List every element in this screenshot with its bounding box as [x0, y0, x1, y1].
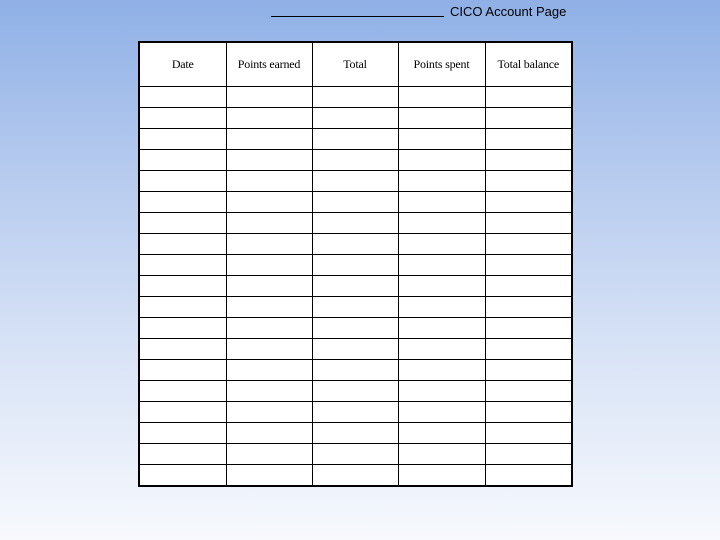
cell-date: [139, 339, 226, 360]
cell-date: [139, 444, 226, 465]
cell-points-earned: [226, 213, 312, 234]
cell-total: [312, 297, 398, 318]
cell-total: [312, 87, 398, 108]
cell-points-spent: [398, 465, 485, 487]
cell-total-balance: [485, 171, 572, 192]
cell-points-spent: [398, 318, 485, 339]
table-row: [139, 108, 572, 129]
cell-total: [312, 360, 398, 381]
cell-total: [312, 444, 398, 465]
table-row: [139, 255, 572, 276]
cell-date: [139, 360, 226, 381]
cell-total-balance: [485, 360, 572, 381]
cell-points-spent: [398, 402, 485, 423]
cell-points-earned: [226, 360, 312, 381]
cell-total-balance: [485, 318, 572, 339]
cell-date: [139, 423, 226, 444]
header-row: [139, 42, 572, 87]
cell-total-balance: [485, 108, 572, 129]
cell-points-spent: [398, 150, 485, 171]
cell-date: [139, 402, 226, 423]
table-row: [139, 171, 572, 192]
cell-points-earned: [226, 234, 312, 255]
page-heading: [271, 2, 571, 20]
cell-total: [312, 255, 398, 276]
column-header-points-earned: Points earned: [226, 42, 312, 87]
cell-points-earned: [226, 297, 312, 318]
cell-total-balance: [485, 234, 572, 255]
cell-date: [139, 129, 226, 150]
cell-points-earned: [226, 402, 312, 423]
cell-points-earned: [226, 87, 312, 108]
cell-total-balance: [485, 444, 572, 465]
column-header-total-balance: Total balance: [485, 42, 572, 87]
cell-points-spent: [398, 213, 485, 234]
table-row: [139, 192, 572, 213]
cell-date: [139, 318, 226, 339]
cell-total-balance: [485, 87, 572, 108]
cell-date: [139, 381, 226, 402]
cell-points-spent: [398, 276, 485, 297]
cell-total-balance: [485, 465, 572, 487]
cell-total: [312, 234, 398, 255]
cell-total: [312, 150, 398, 171]
cell-points-spent: [398, 423, 485, 444]
table-row: [139, 150, 572, 171]
cell-points-earned: [226, 150, 312, 171]
cell-total: [312, 129, 398, 150]
cell-points-earned: [226, 339, 312, 360]
cell-points-spent: [398, 129, 485, 150]
cell-total: [312, 318, 398, 339]
table-row: [139, 423, 572, 444]
cell-total: [312, 108, 398, 129]
column-header-date: Date: [139, 42, 226, 87]
cell-total-balance: [485, 402, 572, 423]
table-row: [139, 276, 572, 297]
cell-total: [312, 276, 398, 297]
cell-date: [139, 150, 226, 171]
cell-points-spent: [398, 339, 485, 360]
cell-points-earned: [226, 465, 312, 487]
cell-points-spent: [398, 297, 485, 318]
cell-points-spent: [398, 87, 485, 108]
ledger-body: [139, 87, 572, 487]
cell-points-earned: [226, 423, 312, 444]
cell-total-balance: [485, 381, 572, 402]
cell-points-spent: [398, 381, 485, 402]
table-row: [139, 318, 572, 339]
cell-total: [312, 192, 398, 213]
cell-total: [312, 402, 398, 423]
cell-points-earned: [226, 255, 312, 276]
name-blank-line: [271, 16, 444, 17]
cell-total-balance: [485, 129, 572, 150]
cell-date: [139, 255, 226, 276]
cell-date: [139, 297, 226, 318]
cell-date: [139, 465, 226, 487]
cell-date: [139, 108, 226, 129]
cell-points-earned: [226, 108, 312, 129]
column-header-total: Total: [312, 42, 398, 87]
table-row: [139, 297, 572, 318]
cell-total-balance: [485, 276, 572, 297]
cell-points-earned: [226, 171, 312, 192]
cell-points-earned: [226, 276, 312, 297]
cell-points-spent: [398, 171, 485, 192]
cell-date: [139, 171, 226, 192]
cell-total-balance: [485, 192, 572, 213]
cell-points-earned: [226, 129, 312, 150]
cell-total: [312, 423, 398, 444]
table-row: [139, 213, 572, 234]
cell-total: [312, 171, 398, 192]
cell-total-balance: [485, 339, 572, 360]
cell-points-spent: [398, 192, 485, 213]
cell-date: [139, 87, 226, 108]
page-title: CICO Account Page: [450, 4, 567, 19]
cell-total: [312, 213, 398, 234]
table-row: [139, 339, 572, 360]
table-row: [139, 129, 572, 150]
cell-total-balance: [485, 255, 572, 276]
cell-points-spent: [398, 108, 485, 129]
cell-total-balance: [485, 423, 572, 444]
cell-total: [312, 339, 398, 360]
cell-date: [139, 192, 226, 213]
cell-total-balance: [485, 297, 572, 318]
cell-total-balance: [485, 213, 572, 234]
cell-points-earned: [226, 444, 312, 465]
table-row: [139, 444, 572, 465]
cell-date: [139, 213, 226, 234]
cell-total-balance: [485, 150, 572, 171]
cell-points-earned: [226, 381, 312, 402]
column-header-points-spent: Points spent: [398, 42, 485, 87]
cell-points-spent: [398, 234, 485, 255]
account-ledger-table: [138, 41, 573, 487]
table-row: [139, 381, 572, 402]
cell-date: [139, 276, 226, 297]
cell-points-spent: [398, 255, 485, 276]
cell-date: [139, 234, 226, 255]
table-row: [139, 87, 572, 108]
table-row: [139, 234, 572, 255]
table-row: [139, 360, 572, 381]
cell-points-spent: [398, 444, 485, 465]
cell-total: [312, 465, 398, 487]
cell-points-earned: [226, 192, 312, 213]
table-row: [139, 465, 572, 487]
cell-points-spent: [398, 360, 485, 381]
cell-total: [312, 381, 398, 402]
cell-points-earned: [226, 318, 312, 339]
table-row: [139, 402, 572, 423]
